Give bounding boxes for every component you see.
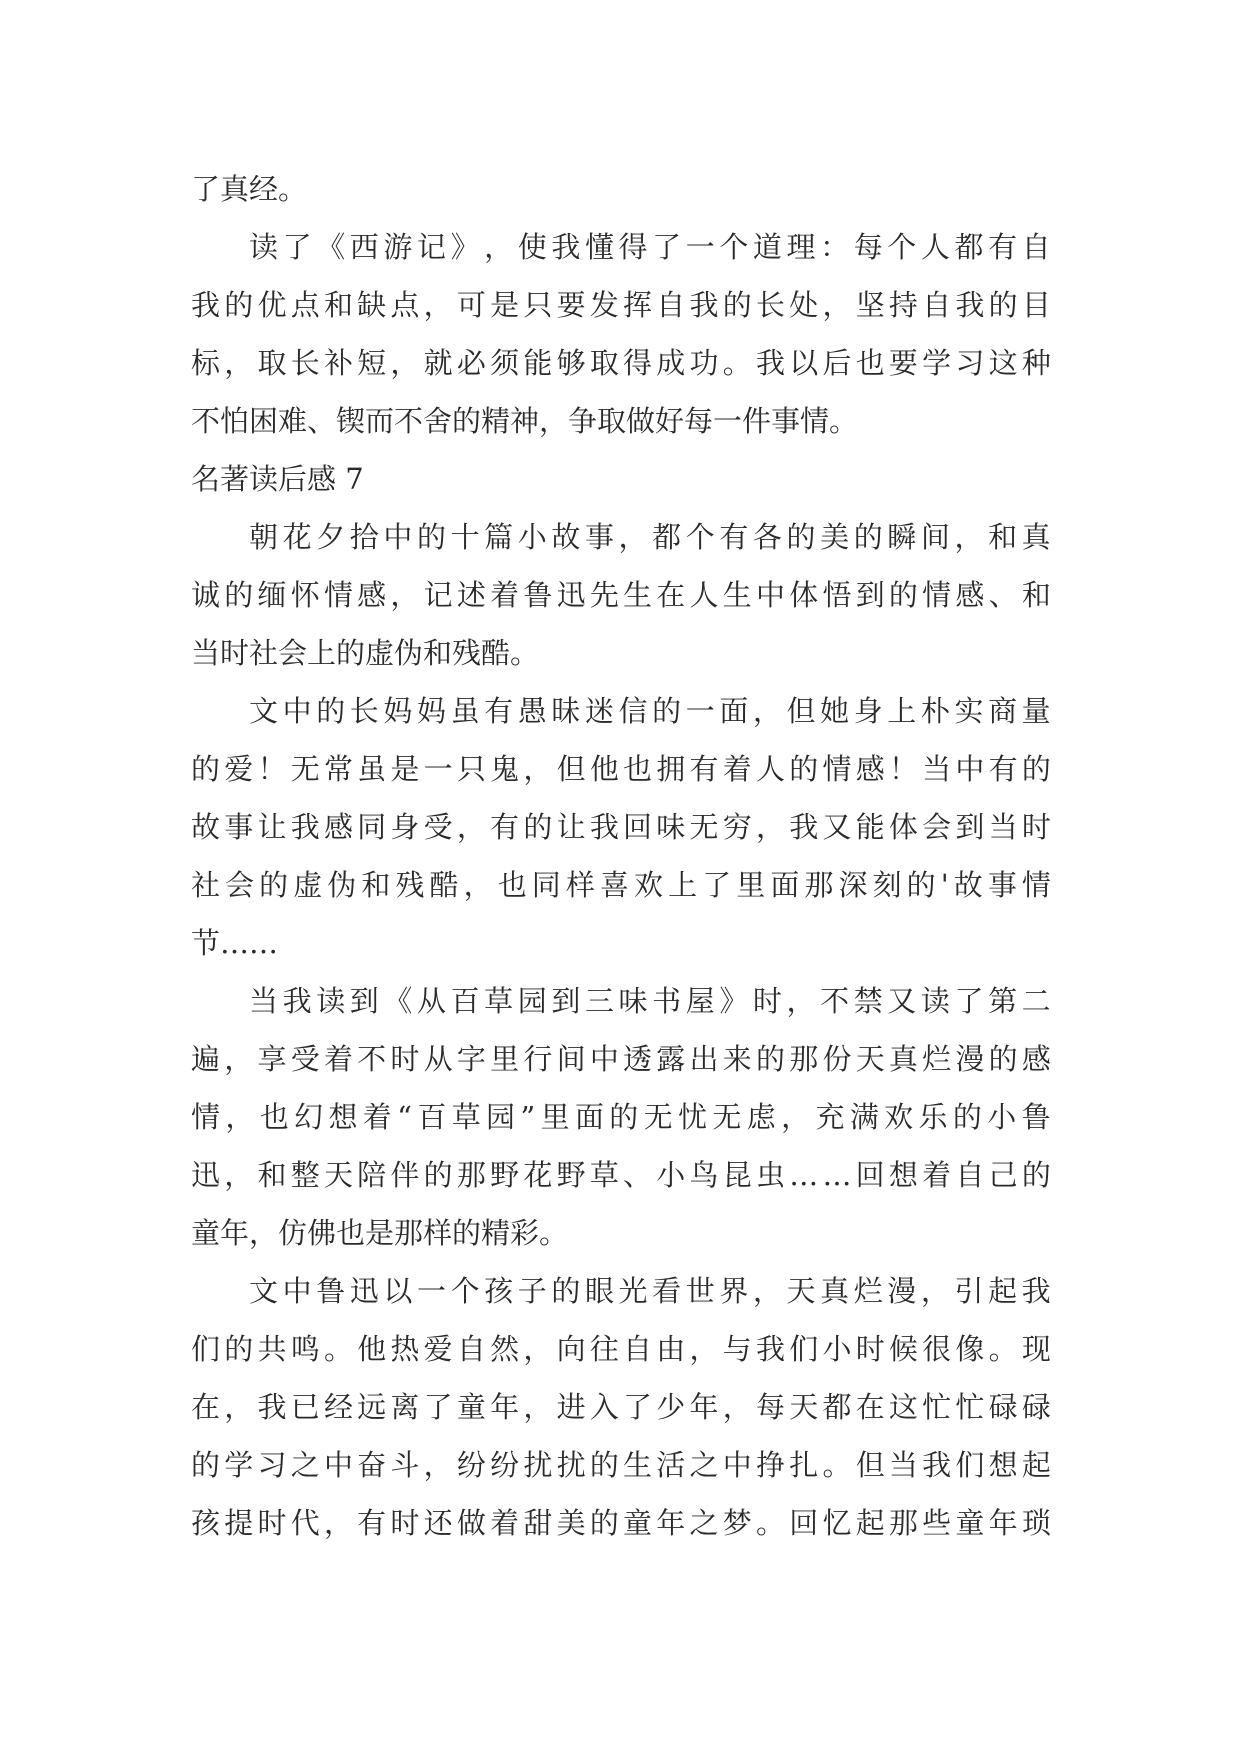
text-line: 遍 ， 享 受 着 不 时 从 字 里 行 间 中 透 露 出 来 的 那 份 天 真 烂 漫 的 感: [191, 1042, 1051, 1076]
text-line: 的 学 习 之 中 奋 斗 ， 纷 纷 扰 扰 的 生 活 之 中 挣 扎 。 但 当 我 们 想 起: [191, 1448, 1051, 1482]
text-line: 当 我 读 到 《 从 百 草 园 到 三 味 书 屋 》 时 ， 不 禁 又 读 了 第 二: [249, 984, 1051, 1018]
text-line: 孩 提 时 代 ， 有 时 还 做 着 甜 美 的 童 年 之 梦 。 回 忆 起 那 些 童 年 琐: [191, 1506, 1051, 1540]
text-line: 在 ， 我 已 经 远 离 了 童 年 ， 进 入 了 少 年 ， 每 天 都 在 这 忙 忙 碌 碌: [191, 1390, 1051, 1424]
text-line: 读 了 《 西 游 记 》 ， 使 我 懂 得 了 一 个 道 理 ： 每 个 人 都 有 自: [249, 230, 1051, 264]
document-body: [191, 160, 1051, 1552]
text-line: 故 事 让 我 感 同 身 受 ， 有 的 让 我 回 味 无 穷 ， 我 又 能 体 会 到 当 时: [191, 810, 1051, 844]
text-line: 童年，仿佛也是那样的精彩。: [191, 1216, 569, 1250]
text-line: 标 ， 取 长 补 短 ， 就 必 须 能 够 取 得 成 功 。 我 以 后 也 要 学 习 这 种: [191, 346, 1051, 380]
text-line: 当时社会上的虚伪和残酷。: [191, 636, 540, 670]
text-line: 文 中 的 长 妈 妈 虽 有 愚 昧 迷 信 的 一 面 ， 但 她 身 上 朴 实 商 量: [249, 694, 1051, 728]
text-line: 诚 的 缅 怀 情 感 ， 记 述 着 鲁 迅 先 生 在 人 生 中 体 悟 到 的 情 感 、 和: [191, 578, 1051, 612]
text-line: 的 爱 ！ 无 常 虽 是 一 只 鬼 ， 但 他 也 拥 有 着 人 的 情 感 ！ 当 中 有 的: [191, 752, 1051, 786]
text-line: 迅 ， 和 整 天 陪 伴 的 那 野 花 野 草 、 小 鸟 昆 虫 … … 回 想 着 自 己 的: [191, 1158, 1051, 1192]
text-line: 不怕困难、锲而不舍的精神，争取做好每一件事情。: [191, 404, 859, 438]
text-line: 我 的 优 点 和 缺 点 ， 可 是 只 要 发 挥 自 我 的 长 处 ， 坚 持 自 我 的 目: [191, 288, 1051, 322]
section-heading: 名著读后感 7: [191, 462, 364, 496]
text-line: 节……: [191, 926, 279, 960]
text-line: 们 的 共 鸣 。 他 热 爱 自 然 ， 向 往 自 由 ， 与 我 们 小 时 候 很 像 。 现: [191, 1332, 1051, 1366]
text-line: 社 会 的 虚 伪 和 残 酷 ， 也 同 样 喜 欢 上 了 里 面 那 深 刻 的 ' 故 事 情: [191, 868, 1051, 902]
text-line: 朝 花 夕 拾 中 的 十 篇 小 故 事 ， 都 个 有 各 的 美 的 瞬 间 ， 和 真: [249, 520, 1051, 554]
text-line: 文 中 鲁 迅 以 一 个 孩 子 的 眼 光 看 世 界 ， 天 真 烂 漫 ， 引 起 我: [249, 1274, 1051, 1308]
text-line: 了真经。: [191, 172, 308, 206]
text-line: 情 ， 也 幻 想 着 “ 百 草 园 ” 里 面 的 无 忧 无 虑 ， 充 满 欢 乐 的 小 鲁: [191, 1100, 1051, 1134]
